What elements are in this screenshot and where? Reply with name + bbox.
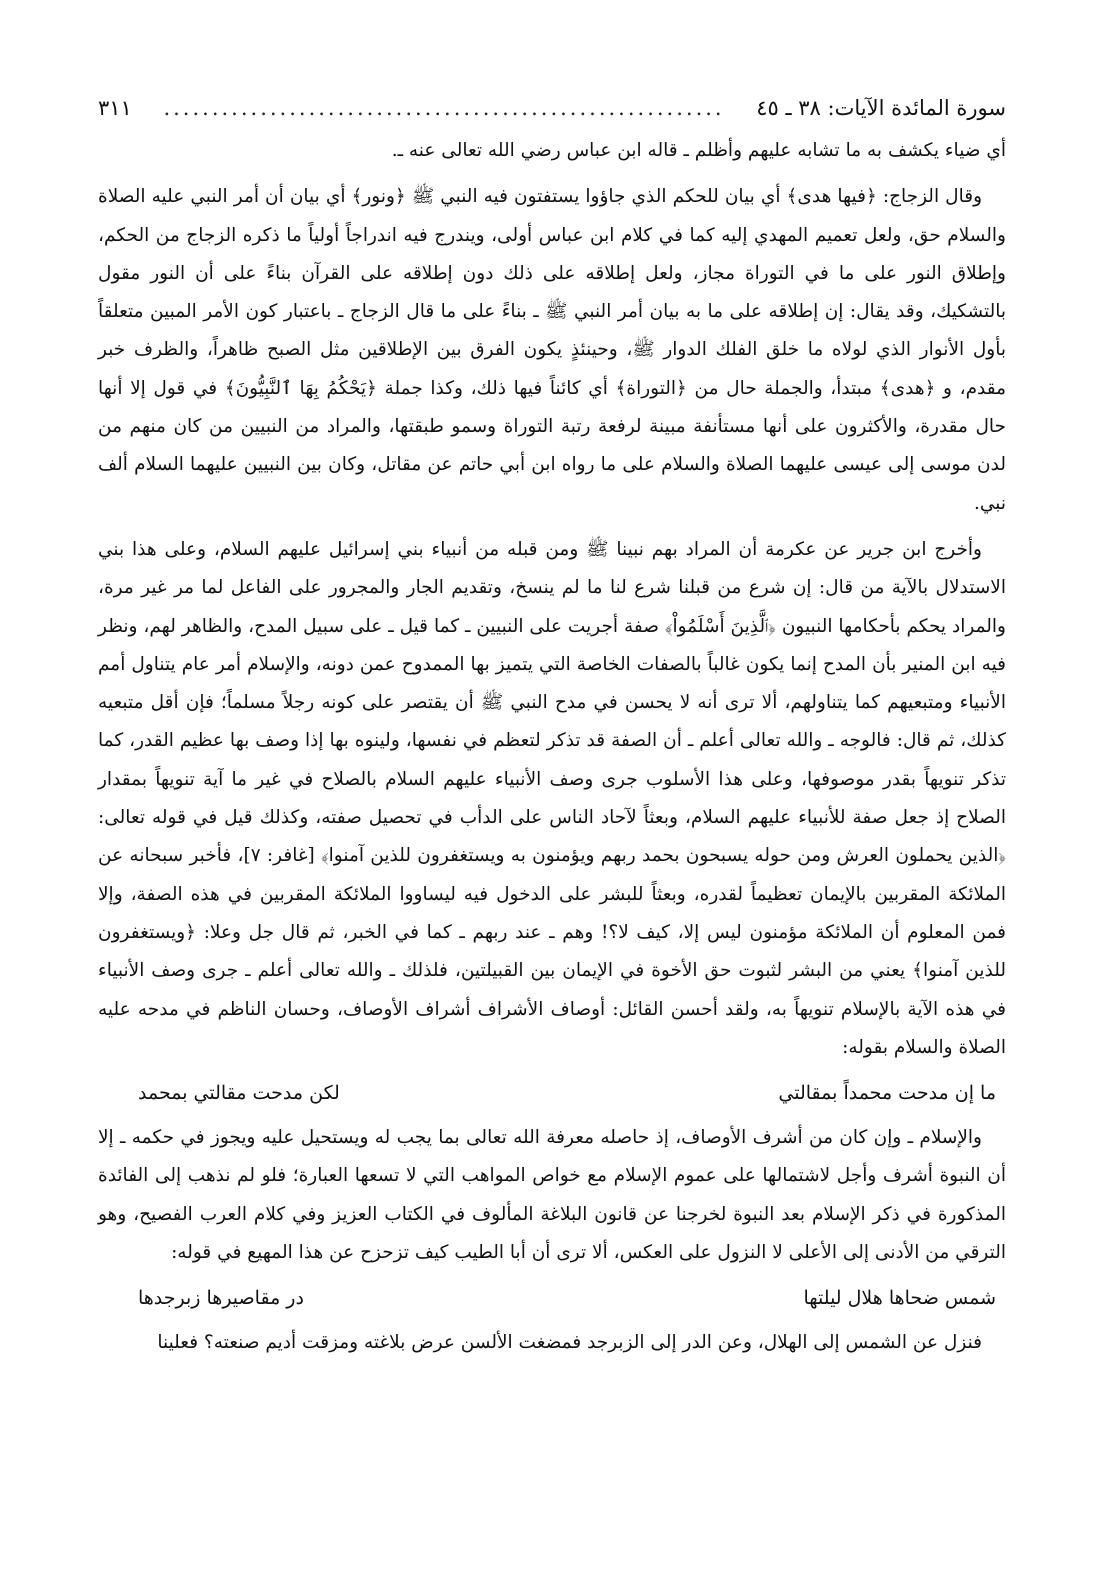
header-title: سورة المائدة الآيات: ٣٨ ـ ٤٥ [756, 96, 1006, 120]
header-dot-leader: .......................................................... [163, 96, 725, 120]
paragraph-4: والإسلام ـ وإن كان من أشرف الأوصاف، إذ حاصله معرفة الله تعالى بما يجب له ويستحيل عليه ويجوز في حكمه ـ إلا أن النبوة أشرف وأجل لاشتمالها على عموم الإسلام مع خواص المواهب التي لا تسعها العبارة؛ فلو لم نذهب إلى الفائدة المذكورة في ذكر الإسلام بعد النبوة لخرجنا عن قانون البلاغة المألوف في الكتاب العزيز وفي كلام العرب الفصيح، وهو الترقي من الأدنى إلى الأعلى لا النزول على العكس، ألا ترى أن أبا الطيب كيف تزحزح عن هذا المهيع في قوله: [98, 1127, 1006, 1264]
paragraph-3: وأخرج ابن جرير عن عكرمة أن المراد بهم نبينا ﷺ ومن قبله من أنبياء بني إسرائيل عليهم السلام، وعلى هذا بني الاستدلال بالآية من قال: إن شرع من قبلنا شرع لنا ما لم ينسخ، وتقديم الجار والمجرور على الفاعل لما مر غير مرة، والمراد يحكم بأحكامها النبيون ﴿ٱلَّذِينَ أَسْلَمُواْ﴾ صفة أجريت على النبيين ـ كما قيل ـ على سبيل المدح، والظاهر لهم، ونظر فيه ابن المنير بأن المدح إنما يكون غالباً بالصفات الخاصة التي يتميز بها الممدوح عمن دونه، والإسلام أمر عام يتناول أمم الأنبياء ومتبعيهم كما يتناولهم، ألا ترى أنه لا يحسن في مدح النبي ﷺ أن يقتصر على كونه رجلاً مسلماً؛ فإن أقل متبعيه كذلك، ثم قال: فالوجه ـ والله تعالى أعلم ـ أن الصفة قد تذكر لتعظم في نفسها، ولينوه بها إذا وصف بها عظيم القدر، كما تذكر تنويهاً بقدر موصوفها، وعلى هذا الأسلوب جرى وصف الأنبياء عليهم السلام بالصلاح في غير ما آية تنويهاً بمقدار الصلاح إذ جعل صفة للأنبياء عليهم السلام، وبعثاً لآحاد الناس على الدأب في تحصيل صفته، وكذلك قيل في قوله تعالى: ﴿الذين يحملون العرش ومن حوله يسبحون بحمد ربهم ويؤمنون به ويستغفرون للذين آمنوا﴾ [غافر: ٧]، فأخبر سبحانه عن الملائكة المقربين بالإيمان تعظيماً لقدره، وبعثاً للبشر على الدخول فيه ليساووا الملائكة المقربين في هذه الصفة، وإلا فمن المعلوم أن الملائكة مؤمنون ليس إلا، كيف لا؟! وهم ـ عند ربهم ـ كما في الخبر، ثم قال جل وعلا: ﴿ويستغفرون للذين آمنوا﴾ يعني من البشر لثبوت حق الأخوة في الإيمان بين القبيلتين، فلذلك ـ والله تعالى أعلم ـ جرى وصف الأنبياء في هذه الآية بالإسلام تنويهاً به، ولقد أحسن القائل: أوصاف الأشراف أشراف الأوصاف، وحسان الناظم في مدحه عليه الصلاة والسلام بقوله: [98, 538, 1007, 1058]
page-number: ٣١١ [98, 96, 132, 120]
verse-2-first-hemistich: شمس ضحاها هلال ليلتها [803, 1287, 996, 1310]
paragraph-5: فنزل عن الشمس إلى الهلال، وعن الدر إلى الزبرجد فمضغت الألسن عرض بلاغته ومزقت أديم صنعته؟ فعلينا [157, 1332, 982, 1354]
verse-1-first-hemistich: ما إن مدحت محمداً بمقالتي [778, 1082, 996, 1105]
verse-1-second-hemistich: لكن مدحت مقالتي بمحمد [138, 1082, 340, 1105]
poetry-verse-2 [98, 1278, 1006, 1318]
paragraph-1: أي ضياء يكشف به ما تشابه عليهم وأظلم ـ قاله ابن عباس رضي الله تعالى عنه ـ. [391, 140, 1006, 161]
page-body [98, 132, 1006, 1363]
verse-2-second-hemistich: در مقاصيرها زبرجدها [138, 1287, 304, 1310]
poetry-verse-1 [98, 1073, 1006, 1113]
paragraph-2: وقال الزجاج: ﴿فيها هدى﴾ أي بيان للحكم الذي جاؤوا يستفتون فيه النبي ﷺ ﴿ونور﴾ أي بيان أن أمر النبي عليه الصلاة والسلام حق، ولعل تعميم المهدي إليه كما في كلام ابن عباس أولى، ويندرج فيه اندراجاً أولياً ما ذكره الزجاج من الحكم، وإطلاق النور على ما في التوراة مجاز، ولعل إطلاقه على ذلك دون إطلاقه على القرآن بناءً على أن النور مقول بالتشكيك، وقد يقال: إن إطلاقه على ما به بيان أمر النبي ﷺ ـ بناءً على ما قال الزجاج ـ باعتبار كون الأمر المبين متعلقاً بأول الأنوار الذي لولاه ما خلق الفلك الدوار ﷺ، وحينئذٍ يكون الفرق بين الإطلاقين مثل الصبح ظاهراً، والظرف خبر مقدم، و ﴿هدى﴾ مبتدأ، والجملة حال من ﴿التوراة﴾ أي كائناً فيها ذلك، وكذا جملة ﴿يَحْكُمُ بِهَا ٱلنَّبِيُّونَ﴾ في قول إلا أنها حال مقدرة، والأكثرون على أنها مستأنفة مبينة لرفعة رتبة التوراة وسمو طبقتها، والمراد من النبيين من كان منهم من لدن موسى إلى عيسى عليهما الصلاة والسلام على ما رواه ابن أبي حاتم عن مقاتل، وكان بين النبيين عليهما السلام ألف نبي. [98, 186, 1006, 514]
running-header [98, 92, 1006, 126]
